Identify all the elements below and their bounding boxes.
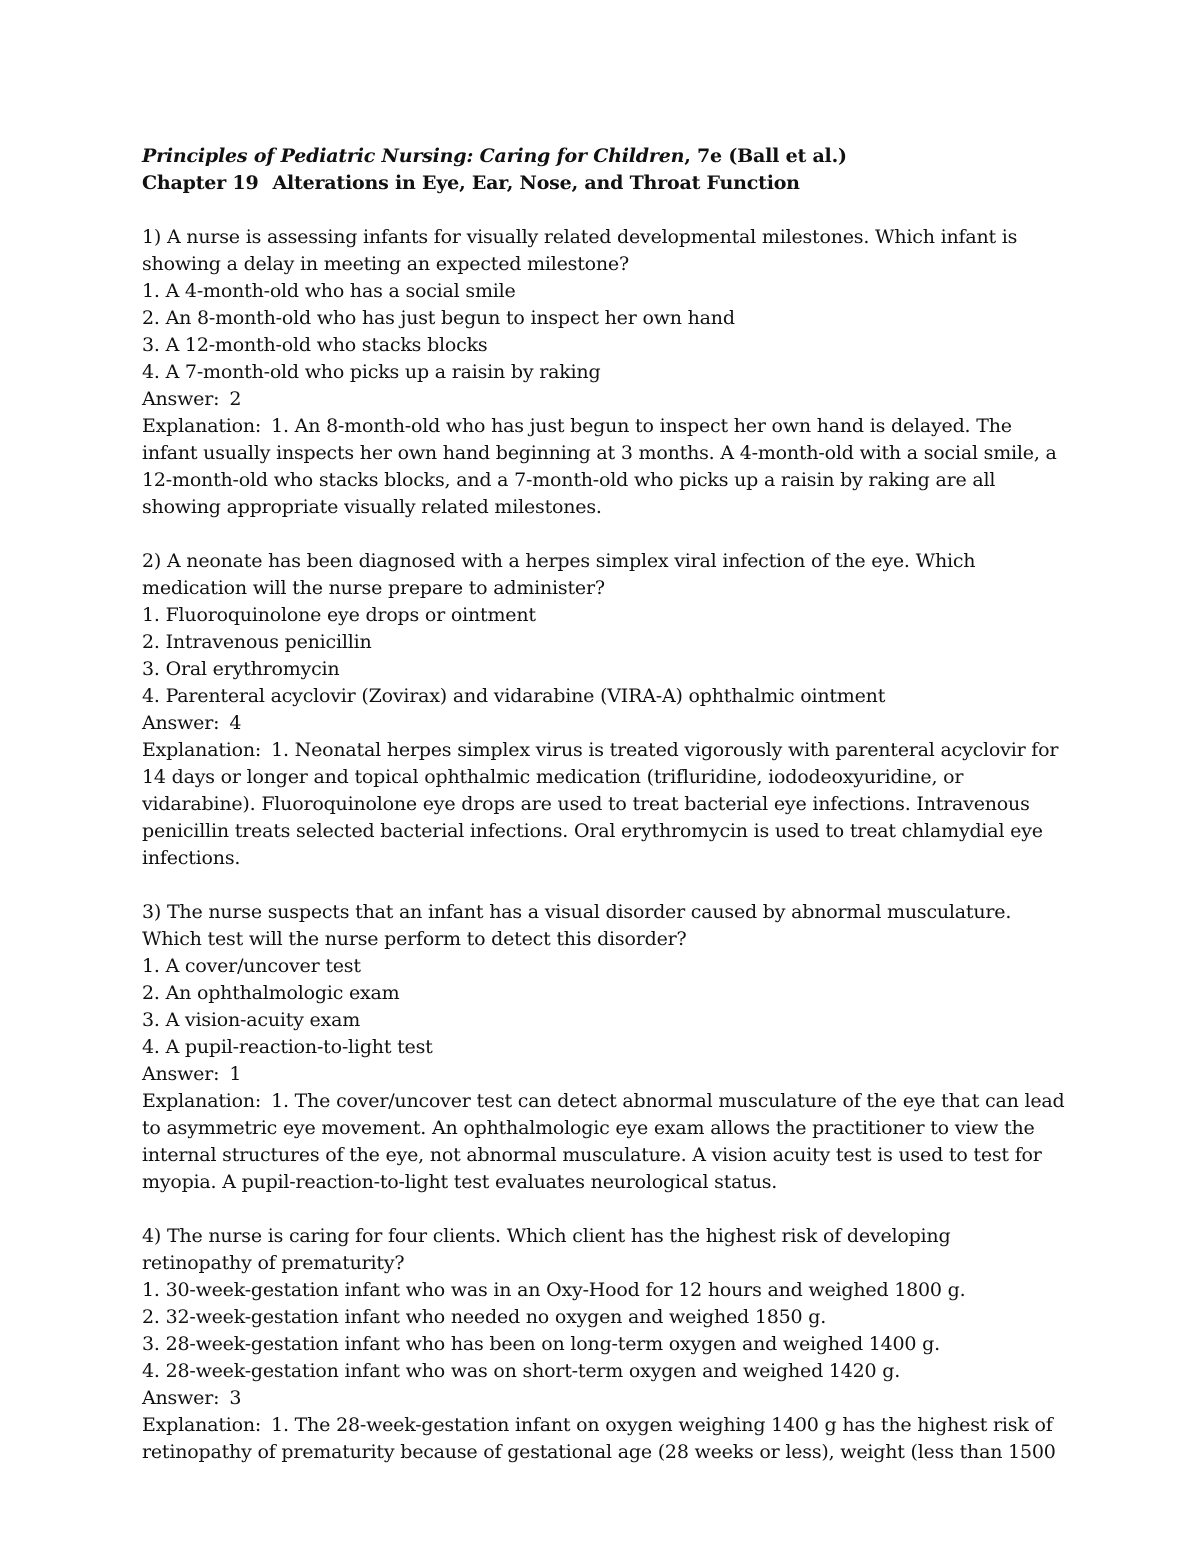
explanation-text: 1. The 28-week-gestation infant on oxygen weighing 1400 g has the highest risk of [271, 1414, 1053, 1436]
explanation-text: internal structures of the eye, not abnormal musculature. A vision acuity test is used to test for [142, 1144, 1042, 1166]
answer-option: 2. An 8-month-old who has just begun to inspect her own hand [142, 307, 735, 329]
explanation-line [142, 1412, 1072, 1439]
answer-value: 3 [229, 1387, 242, 1409]
explanation-text: infections. [142, 847, 241, 869]
book-title: Principles of Pediatric Nursing: Caring for Children [142, 145, 685, 167]
answer-label: Answer: [142, 1387, 220, 1409]
answer-option: 1. A cover/uncover test [142, 955, 361, 977]
answer-option: 2. An ophthalmologic exam [142, 982, 400, 1004]
explanation-line [142, 737, 1072, 764]
question-3 [142, 899, 1072, 1196]
chapter-heading [142, 170, 1072, 197]
answer-value: 2 [229, 388, 242, 410]
answer-line [142, 1385, 1072, 1412]
explanation-text: 1. An 8-month-old who has just begun to inspect her own hand is delayed. The [271, 415, 1012, 437]
answer-line [142, 710, 1072, 737]
question-stem: 4) The nurse is caring for four clients. Which client has the highest risk of developing [142, 1225, 951, 1247]
answer-option: 4. A pupil-reaction-to-light test [142, 1036, 433, 1058]
answer-option: 4. Parenteral acyclovir (Zovirax) and vidarabine (VIRA-A) ophthalmic ointment [142, 685, 886, 707]
answer-option: 3. Oral erythromycin [142, 658, 340, 680]
explanation-label: Explanation: [142, 415, 262, 437]
answer-option: 1. 30-week-gestation infant who was in an Oxy-Hood for 12 hours and weighed 1800 g. [142, 1279, 966, 1301]
document-header [142, 143, 1072, 197]
explanation-text: showing appropriate visually related milestones. [142, 496, 602, 518]
answer-option: 3. A 12-month-old who stacks blocks [142, 334, 488, 356]
document-content [142, 143, 1072, 1466]
explanation-text: myopia. A pupil-reaction-to-light test evaluates neurological status. [142, 1171, 778, 1193]
chapter-title: Alterations in Eye, Ear, Nose, and Throat Function [272, 172, 800, 194]
explanation-line [142, 1088, 1072, 1115]
explanation-line [142, 413, 1072, 440]
answer-option: 4. A 7-month-old who picks up a raisin by raking [142, 361, 601, 383]
question-stem: retinopathy of prematurity? [142, 1252, 405, 1274]
answer-option: 2. 32-week-gestation infant who needed no oxygen and weighed 1850 g. [142, 1306, 827, 1328]
question-1 [142, 224, 1072, 521]
answer-label: Answer: [142, 1063, 220, 1085]
answer-option: 1. A 4-month-old who has a social smile [142, 280, 516, 302]
explanation-text: 12-month-old who stacks blocks, and a 7-month-old who picks up a raisin by raking are all [142, 469, 996, 491]
explanation-text: penicillin treats selected bacterial infections. Oral erythromycin is used to treat chlamydial eye [142, 820, 1043, 842]
answer-option: 3. 28-week-gestation infant who has been on long-term oxygen and weighed 1400 g. [142, 1333, 940, 1355]
answer-label: Answer: [142, 712, 220, 734]
chapter-label: Chapter 19 [142, 172, 259, 194]
explanation-text: 1. The cover/uncover test can detect abnormal musculature of the eye that can lead [271, 1090, 1065, 1112]
question-stem: Which test will the nurse perform to detect this disorder? [142, 928, 687, 950]
question-stem: 1) A nurse is assessing infants for visually related developmental milestones. Which infant is [142, 226, 1018, 248]
explanation-label: Explanation: [142, 1414, 262, 1436]
question-2 [142, 548, 1072, 872]
explanation-text: vidarabine). Fluoroquinolone eye drops are used to treat bacterial eye infections. Intravenous [142, 793, 1030, 815]
question-stem: 2) A neonate has been diagnosed with a herpes simplex viral infection of the eye. Which [142, 550, 976, 572]
book-title-line [142, 143, 1072, 170]
book-edition: , 7e (Ball et al.) [684, 145, 847, 167]
question-stem: 3) The nurse suspects that an infant has a visual disorder caused by abnormal musculature. [142, 901, 1012, 923]
answer-line [142, 1061, 1072, 1088]
answer-value: 4 [229, 712, 242, 734]
question-stem: showing a delay in meeting an expected milestone? [142, 253, 629, 275]
explanation-label: Explanation: [142, 1090, 262, 1112]
answer-option: 2. Intravenous penicillin [142, 631, 372, 653]
explanation-label: Explanation: [142, 739, 262, 761]
answer-value: 1 [229, 1063, 242, 1085]
explanation-text: 1. Neonatal herpes simplex virus is treated vigorously with parenteral acyclovir for [271, 739, 1059, 761]
explanation-text: 14 days or longer and topical ophthalmic medication (trifluridine, iododeoxyuridine, or [142, 766, 964, 788]
question-stem: medication will the nurse prepare to administer? [142, 577, 605, 599]
answer-label: Answer: [142, 388, 220, 410]
question-4 [142, 1223, 1072, 1466]
explanation-text: infant usually inspects her own hand beginning at 3 months. A 4-month-old with a social smile, a [142, 442, 1057, 464]
explanation-text: to asymmetric eye movement. An ophthalmologic eye exam allows the practitioner to view the [142, 1117, 1035, 1139]
answer-option: 3. A vision-acuity exam [142, 1009, 361, 1031]
answer-option: 4. 28-week-gestation infant who was on short-term oxygen and weighed 1420 g. [142, 1360, 901, 1382]
answer-option: 1. Fluoroquinolone eye drops or ointment [142, 604, 536, 626]
answer-line [142, 386, 1072, 413]
explanation-text: retinopathy of prematurity because of gestational age (28 weeks or less), weight (less than 1500 [142, 1441, 1056, 1463]
